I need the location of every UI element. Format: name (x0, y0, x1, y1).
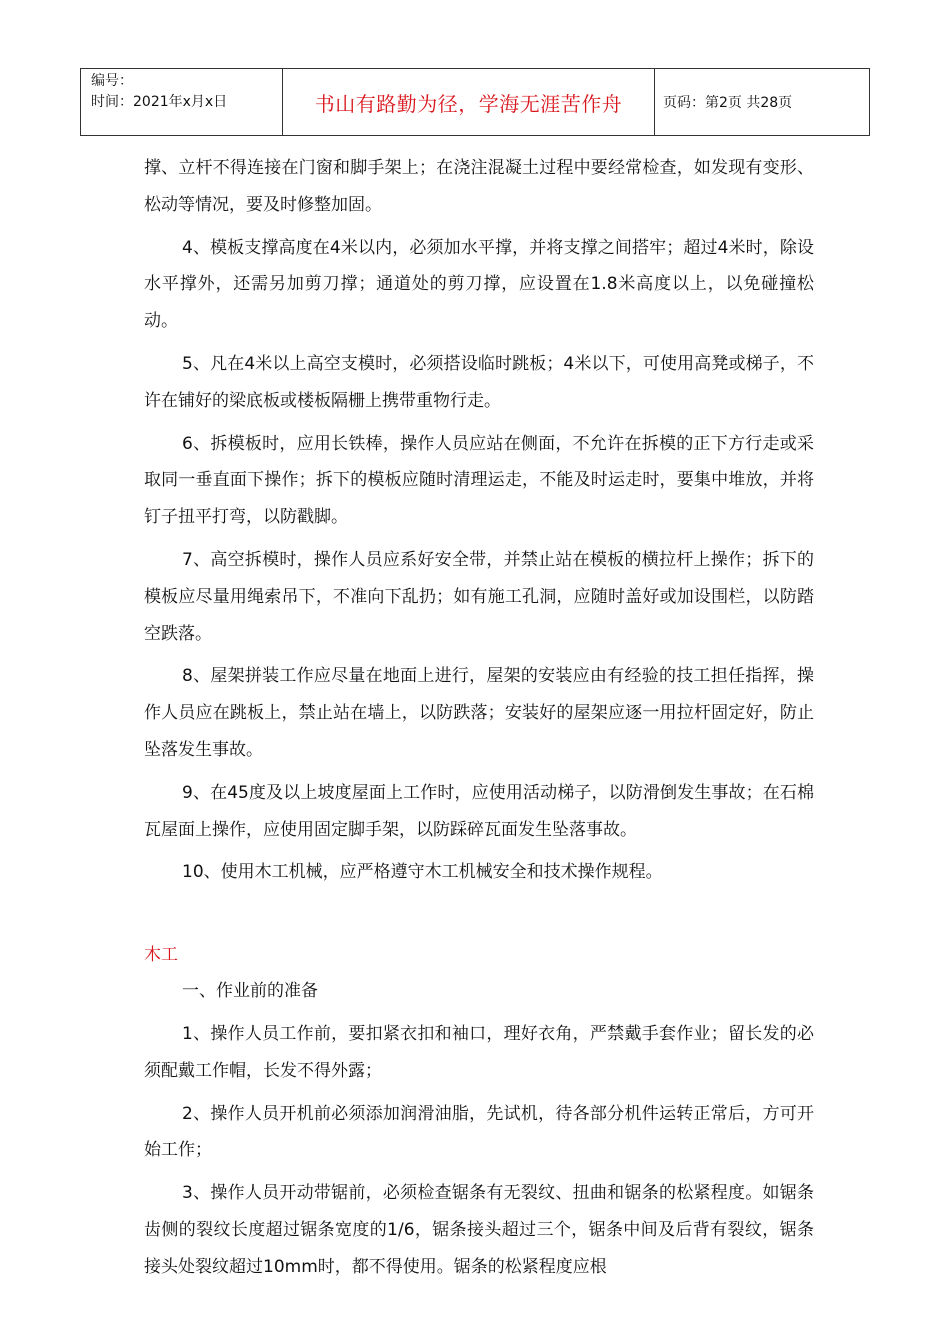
paragraph: 7、高空拆模时，操作人员应系好安全带，并禁止站在模板的横拉杆上操作；拆下的模板应尽量用绳索吊下，不准向下乱扔；如有施工孔洞，应随时盖好或加设围栏，以防踏空跌落。 (144, 549, 814, 644)
paragraph: 5、凡在4米以上高空支模时，必须搭设临时跳板；4米以下，可使用高凳或梯子，不许在铺好的梁底板或楼板隔栅上携带重物行走。 (144, 353, 814, 411)
section-subtitle: 一、作业前的准备 (182, 981, 318, 1002)
paragraph: 4、模板支撑高度在4米以内，必须加水平撑，并将支撑之间搭牢；超过4米时，除设水平撑外，还需另加剪刀撑；通道处的剪刀撑，应设置在1.8米高度以上，以免碰撞松动。 (144, 237, 814, 332)
page-header-table (80, 68, 870, 136)
section-title: 木工 (144, 945, 178, 966)
paragraph: 1、操作人员工作前，要扣紧衣扣和袖口，理好衣角，严禁戴手套作业；留长发的必须配戴工作帽，长发不得外露； (144, 1023, 814, 1081)
paragraph: 撑、立杆不得连接在门窗和脚手架上；在浇注混凝土过程中要经常检查，如发现有变形、松动等情况，要及时修整加固。 (144, 158, 814, 215)
header-meta-cell (81, 69, 283, 135)
paragraph: 10、使用木工机械，应严格遵守木工机械安全和技术操作规程。 (182, 862, 663, 883)
paragraph: 2、操作人员开机前必须添加润滑油脂，先试机，待各部分机件运转正常后，方可开始工作； (144, 1103, 814, 1161)
paragraph: 3、操作人员开动带锯前，必须检查锯条有无裂纹、扭曲和锯条的松紧程度。如锯条齿侧的裂纹长度超过锯条宽度的1/6，锯条接头超过三个，锯条中间及后背有裂纹，锯条接头处裂纹超过10mm时，都不得使用。锯条的松紧程度应根 (144, 1183, 814, 1277)
header-time-label: 时间：2021年x月x日 (91, 94, 228, 110)
header-number-label: 编号： (91, 73, 133, 89)
paragraph: 6、拆模板时，应用长铁棒，操作人员应站在侧面，不允许在拆模的正下方行走或采取同一垂直面下操作；拆下的模板应随时清理运走，不能及时运走时，要集中堆放，并将钉子扭平打弯，以防戳脚。 (144, 433, 814, 528)
paragraph: 9、在45度及以上坡度屋面上工作时，应使用活动梯子，以防滑倒发生事故；在石棉瓦屋面上操作，应使用固定脚手架，以防踩碎瓦面发生坠落事故。 (144, 782, 814, 840)
header-motto: 书山有路勤为径，学海无涯苦作舟 (283, 69, 655, 135)
document-body (144, 150, 814, 1286)
paragraph: 8、屋架拼装工作应尽量在地面上进行，屋架的安装应由有经验的技工担任指挥，操作人员应在跳板上，禁止站在墙上，以防跌落；安装好的屋架应逐一用拉杆固定好，防止坠落发生事故。 (144, 666, 814, 760)
header-page-info: 页码：第2页 共28页 (663, 95, 793, 111)
